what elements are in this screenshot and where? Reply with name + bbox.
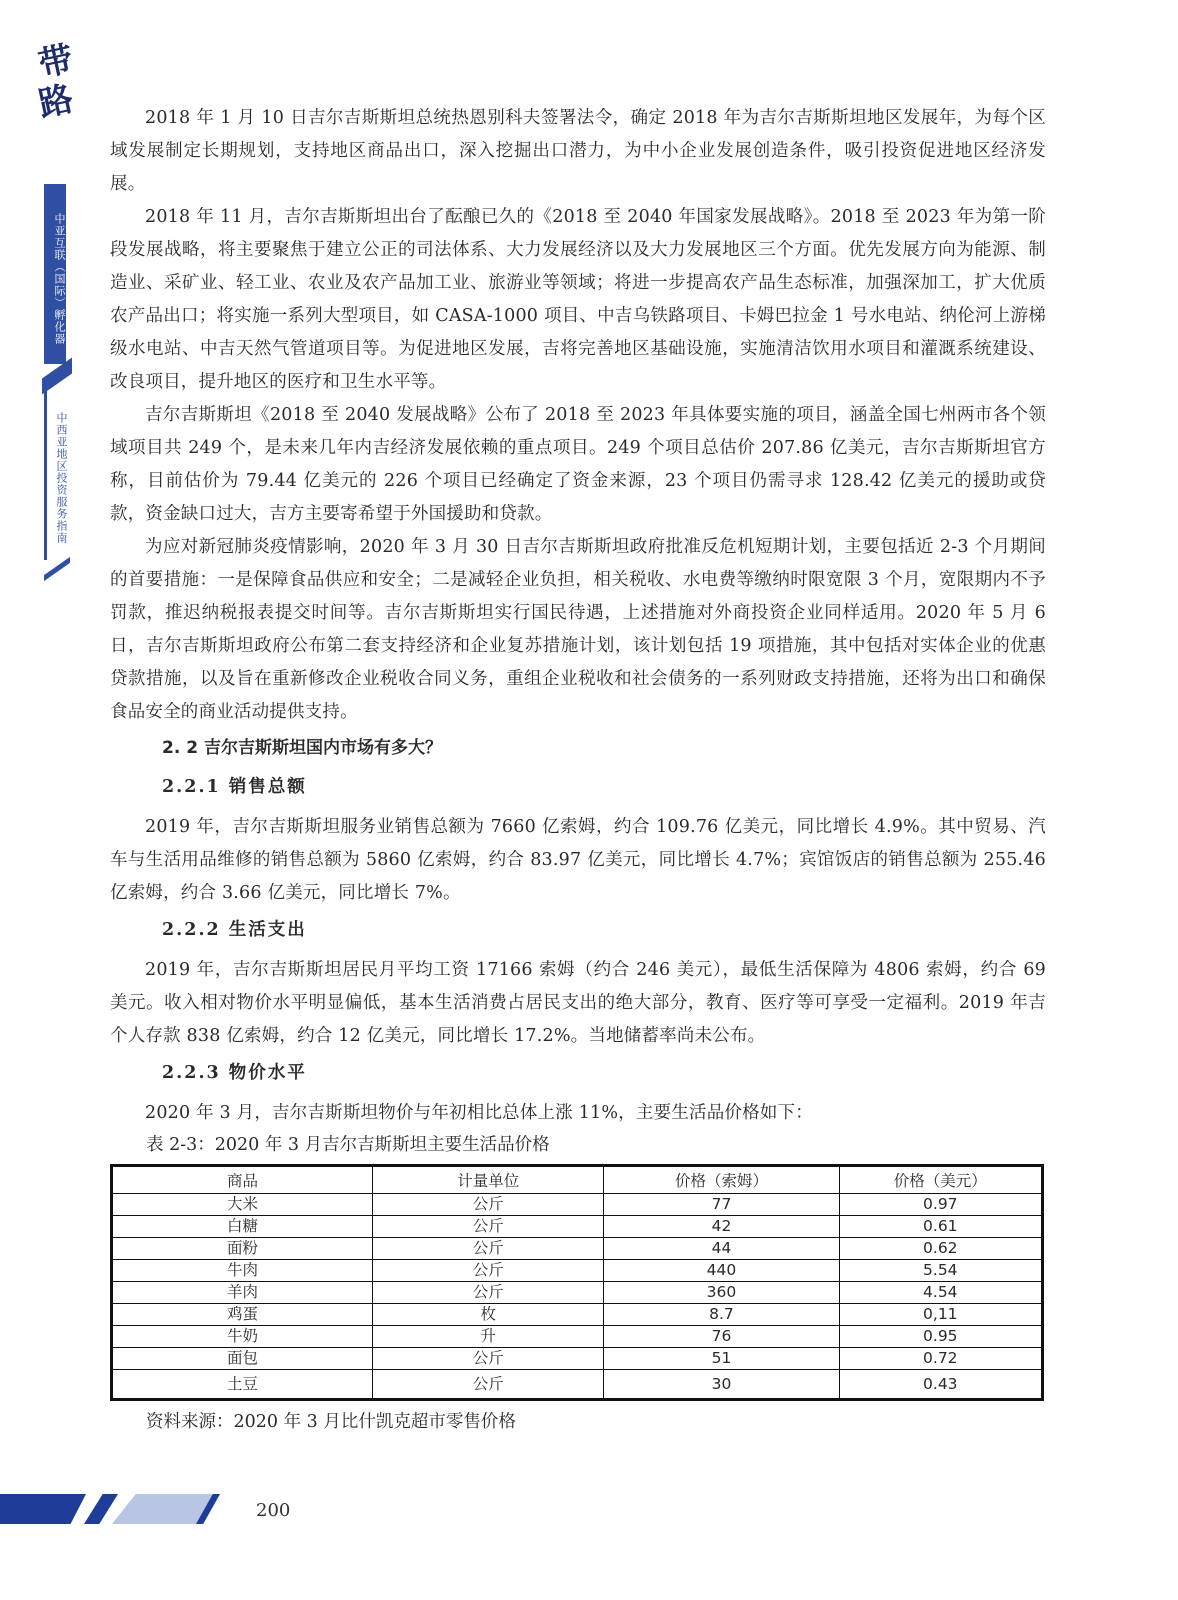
paragraph: 2019 年，吉尔吉斯斯坦居民月平均工资 17166 索姆（约合 246 美元），最低生活保障为 4806 索姆，约合 69 美元。收入相对物价水平明显偏低，基本生活消费占居民支出的绝大部分，教育、医疗等可享受一定福利。2019 年吉个人存款 838 亿索姆，约合 12 亿美元，同比增长 17.2%。当地储蓄率尚未公布。: [110, 960, 1046, 1046]
table-row: [112, 1238, 1043, 1260]
table-cell: 公斤: [373, 1282, 604, 1304]
table-cell: 公斤: [373, 1238, 604, 1260]
paragraph: 2019 年，吉尔吉斯斯坦服务业销售总额为 7660 亿索姆，约合 109.76 亿美元，同比增长 4.9%。其中贸易、汽车与生活用品维修的销售总额为 5860 亿索姆，约合 83.97 亿美元，同比增长 4.7%；宾馆饭店的销售总额为 255.46 亿索姆，约合 3.66 亿美元，同比增长 7%。: [110, 817, 1046, 903]
paragraph: 2018 年 1 月 10 日吉尔吉斯斯坦总统热恩别科夫签署法令，确定 2018 年为吉尔吉斯斯坦地区发展年，为每个区域发展制定长期规划，支持地区商品出口，深入挖掘出口潜力，为中小企业发展创造条件，吸引投资促进地区经济发展。: [110, 108, 1046, 194]
table-row: [112, 1370, 1043, 1400]
table-cell: 42: [604, 1216, 839, 1238]
table-cell: 鸡蛋: [112, 1304, 373, 1326]
table-cell: 76: [604, 1326, 839, 1348]
footer-bar: [0, 1494, 86, 1524]
table-cell: 0.72: [839, 1348, 1042, 1370]
table-cell: 0.61: [839, 1216, 1042, 1238]
table-cell: 0,11: [839, 1304, 1042, 1326]
table-cell: 30: [604, 1370, 839, 1400]
series-logo: [32, 38, 80, 168]
logo-char: 路: [35, 78, 77, 126]
table-cell: 土豆: [112, 1370, 373, 1400]
column-header: 价格（索姆）: [604, 1166, 839, 1194]
table-body: [112, 1194, 1043, 1400]
table-cell: 公斤: [373, 1216, 604, 1238]
table-cell: 面粉: [112, 1238, 373, 1260]
table-cell: 牛奶: [112, 1326, 373, 1348]
table-row: [112, 1348, 1043, 1370]
table-cell: 77: [604, 1194, 839, 1216]
paragraph: 吉尔吉斯斯坦《2018 至 2040 发展战略》公布了 2018 至 2023 年具体要实施的项目，涵盖全国七州两市各个领域项目共 249 个，是未来几年内吉经济发展依赖的重点项目。249 个项目总估价 207.86 亿美元，吉尔吉斯斯坦官方称，目前估价为 79.44 亿美元的 226 个项目已经确定了资金来源，23 个项目仍需寻求 128.42 亿美元的援助或贷款，资金缺口过大，吉方主要寄希望于外国援助和贷款。: [110, 405, 1046, 524]
paragraph: 2018 年 11 月，吉尔吉斯斯坦出台了酝酿已久的《2018 至 2040 年国家发展战略》。2018 至 2023 年为第一阶段发展战略，将主要聚焦于建立公正的司法体系、大力发展经济以及大力发展地区三个方面。优先发展方向为能源、制造业、采矿业、轻工业、农业及农产品加工业、旅游业等领域；将进一步提高农产品生态标准，加强深加工，扩大优质农产品出口；将实施一系列大型项目，如 CASA-1000 项目、中吉乌铁路项目、卡姆巴拉金 1 号水电站、纳伦河上游梯级水电站、中吉天然气管道项目等。为促进地区发展，吉将完善地区基础设施，实施清洁饮用水项目和灌溉系统建设、改良项目，提升地区的医疗和卫生水平等。: [110, 207, 1046, 392]
table-caption: 表 2-3：2020 年 3 月吉尔吉斯斯坦主要生活品价格: [146, 1135, 550, 1155]
column-header: 商品: [112, 1166, 373, 1194]
table-cell: 大米: [112, 1194, 373, 1216]
table-cell: 公斤: [373, 1348, 604, 1370]
table-cell: 白糖: [112, 1216, 373, 1238]
table-cell: 5.54: [839, 1260, 1042, 1282]
subsection-heading: 2.2.2 生活支出: [162, 920, 307, 940]
table-cell: 枚: [373, 1304, 604, 1326]
column-header: 价格（美元）: [839, 1166, 1042, 1194]
table-cell: 0.43: [839, 1370, 1042, 1400]
table-cell: 44: [604, 1238, 839, 1260]
table-header-row: [112, 1166, 1043, 1194]
page-number: 200: [256, 1500, 291, 1521]
subsection-heading: 2.2.3 物价水平: [162, 1063, 307, 1083]
table-cell: 0.62: [839, 1238, 1042, 1260]
table-cell: 牛肉: [112, 1260, 373, 1282]
table-cell: 公斤: [373, 1260, 604, 1282]
table-cell: 360: [604, 1282, 839, 1304]
subsection-heading: 2.2.1 销售总额: [162, 777, 307, 797]
paragraph: 为应对新冠肺炎疫情影响，2020 年 3 月 30 日吉尔吉斯斯坦政府批准反危机短期计划，主要包括近 2-3 个月期间的首要措施：一是保障食品供应和安全；二是减轻企业负担，相关税收、水电费等缴纳时限宽限 3 个月，宽限期内不予罚款，推迟纳税报表提交时间等。吉尔吉斯斯坦实行国民待遇，上述措施对外商投资企业同样适用。2020 年 5 月 6 日，吉尔吉斯斯坦政府公布第二套支持经济和企业复苏措施计划，该计划包括 19 项措施，其中包括对实体企业的优惠贷款措施，以及旨在重新修改企业税收合同义务，重组企业税收和社会债务的一系列财政支持措施，还将为出口和确保食品安全的商业活动提供支持。: [110, 537, 1046, 722]
column-header: 计量单位: [373, 1166, 604, 1194]
table-cell: 0.95: [839, 1326, 1042, 1348]
logo-char: 带: [35, 38, 77, 86]
table-cell: 51: [604, 1348, 839, 1370]
side-label-top: 中亚互联（国际）孵化器: [53, 213, 66, 345]
paragraph: 2020 年 3 月，吉尔吉斯斯坦物价与年初相比总体上涨 11%，主要生活品价格如下：: [145, 1103, 813, 1123]
table-cell: 面包: [112, 1348, 373, 1370]
table-cell: 4.54: [839, 1282, 1042, 1304]
section-heading: 2. 2 吉尔吉斯斯坦国内市场有多大？: [162, 738, 442, 758]
footer-decoration: [0, 1494, 230, 1524]
side-label-bottom: 中西亚地区投资服务指南: [55, 412, 68, 544]
table-cell: 0.97: [839, 1194, 1042, 1216]
price-table: [110, 1164, 1044, 1401]
table-row: [112, 1260, 1043, 1282]
table-cell: 升: [373, 1326, 604, 1348]
table-cell: 公斤: [373, 1370, 604, 1400]
table-row: [112, 1282, 1043, 1304]
table-row: [112, 1326, 1043, 1348]
table-cell: 8.7: [604, 1304, 839, 1326]
page-content: [110, 102, 1046, 1437]
table-cell: 公斤: [373, 1194, 604, 1216]
table-cell: 羊肉: [112, 1282, 373, 1304]
table-source: 资料来源：2020 年 3 月比什凯克超市零售价格: [146, 1412, 516, 1432]
table-row: [112, 1194, 1043, 1216]
table-row: [112, 1216, 1043, 1238]
table-row: [112, 1304, 1043, 1326]
footer-bar: [84, 1494, 118, 1524]
table-cell: 440: [604, 1260, 839, 1282]
